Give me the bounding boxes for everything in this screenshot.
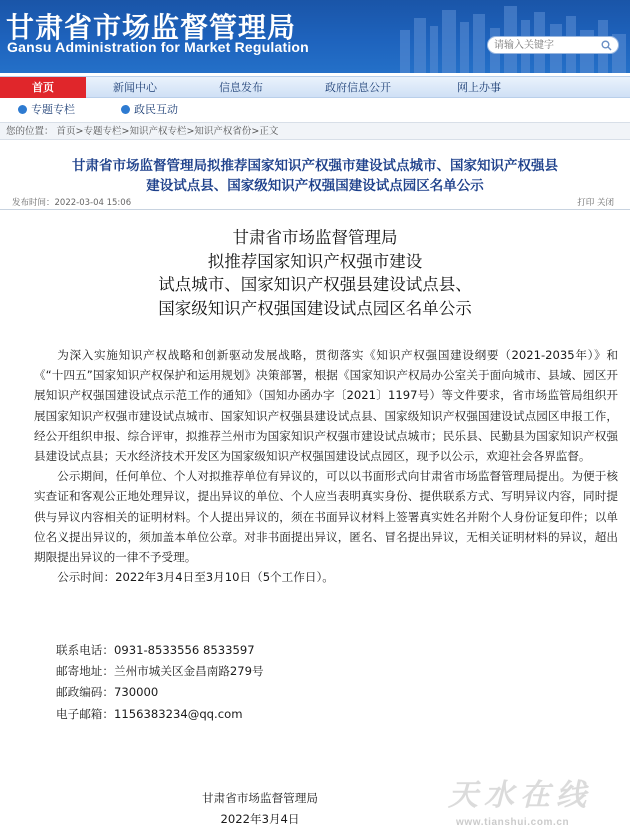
doc-title-line: 甘肃省市场监督管理局 xyxy=(232,228,398,247)
main-nav xyxy=(0,76,630,98)
signature-date: 2022年3月4日 xyxy=(220,812,300,826)
nav-online-service[interactable]: 网上办事 xyxy=(457,81,501,94)
nav-news[interactable]: 新闻中心 xyxy=(113,81,157,94)
watermark-logo-text: 天水在线 xyxy=(448,778,592,813)
nav-topics[interactable]: 专题专栏 xyxy=(31,103,75,116)
body-paragraph: 公示期间，任何单位、个人对拟推荐单位有异议的，可以以书面形式向甘肃省市场监督管理局提出。为便于核实查证和客观公正地处理异议，提出异议的单位、个人应当表明真实身份、提供联系方式、写明异议内容，同时提供与异议内容相关的证明材料。个人提出异议的，须在书面异议材料上签署真实姓名并附个人身份证复印件；以单位名义提出异议的，须加盖本单位公章。对非书面提出异议，匿名、冒名提出异议，无相关证明材料的异议，超出期限提出异议的一律不予受理。 xyxy=(34,469,618,565)
article-body xyxy=(34,345,618,587)
search-input[interactable] xyxy=(494,38,594,52)
site-title[interactable]: 甘肃省市场监督管理局 xyxy=(6,11,297,44)
site-header-banner xyxy=(0,0,630,73)
publish-time: 发布时间：2022-03-04 15:06 xyxy=(12,198,132,208)
watermark xyxy=(448,770,628,834)
signature-org: 甘肃省市场监督管理局 xyxy=(202,791,318,805)
print-close-links[interactable]: 打印 关闭 xyxy=(577,198,614,208)
article-headline xyxy=(0,156,630,196)
contact-email: 电子邮箱：1156383234@qq.com xyxy=(56,706,243,721)
site-title-en: Gansu Administration for Market Regulation xyxy=(7,39,309,55)
nav-interaction[interactable]: 政民互动 xyxy=(134,103,178,116)
search-box[interactable] xyxy=(487,36,619,54)
breadcrumb xyxy=(0,122,630,140)
body-paragraph: 公示时间：2022年3月4日至3月10日（5个工作日）。 xyxy=(57,570,334,585)
bullet-icon xyxy=(18,105,27,114)
doc-title-line: 拟推荐国家知识产权强市建设 xyxy=(207,251,423,271)
headline-line: 甘肃省市场监督管理局拟推荐国家知识产权强市建设试点城市、国家知识产权强县 xyxy=(72,158,558,174)
signature-block xyxy=(0,788,520,830)
nav-home[interactable]: 首页 xyxy=(0,77,86,98)
contact-info xyxy=(56,640,264,725)
body-paragraph: 为深入实施知识产权战略和创新驱动发展战略，贯彻落实《知识产权强国建设纲要（2021-2035年）》和《“十四五”国家知识产权保护和运用规划》决策部署，根据《国家知识产权局办公室关于面向城市、县域、园区开展知识产权强国建设试点示范工作的通知》（国知办函办字〔2021〕1197号）等文件要求，省市场监管局组织开展国家知识产权强市建设试点城市、国家知识产权强县建设试点县、国家级知识产权强国建设试点园区申报工作，经公开组织申报、综合评审，拟推荐兰州市为国家知识产权强市建设试点城市；民乐县、民勤县为国家知识产权强县建设试点县；天水经济技术开发区为国家级知识产权强国建设试点园区，现予以公示，欢迎社会各界监督。 xyxy=(34,348,618,464)
breadcrumb-path[interactable]: 首页>专题专栏>知识产权专栏>知识产权省份>正文 xyxy=(56,126,279,137)
doc-title-line: 国家级知识产权强国建设试点园区名单公示 xyxy=(158,298,472,318)
bullet-icon xyxy=(121,105,130,114)
contact-address: 邮寄地址：兰州市城关区金昌南路279号 xyxy=(56,664,264,679)
breadcrumb-label: 您的位置： xyxy=(6,126,54,137)
headline-line: 建设试点县、国家级知识产权强国建设试点园区名单公示 xyxy=(146,178,484,194)
search-icon[interactable] xyxy=(601,40,612,51)
watermark-url: www.tianshui.com.cn xyxy=(456,817,570,828)
nav-gov-info[interactable]: 政府信息公开 xyxy=(325,81,391,94)
doc-title-line: 试点城市、国家知识产权强县建设试点县、 xyxy=(158,275,472,294)
contact-phone: 联系电话：0931-8533556 8533597 xyxy=(56,643,255,657)
nav-info-release[interactable]: 信息发布 xyxy=(219,81,263,94)
contact-postcode: 邮政编码：730000 xyxy=(56,685,159,700)
document-title xyxy=(0,226,630,320)
article-meta xyxy=(0,196,630,210)
sub-nav xyxy=(0,99,630,121)
